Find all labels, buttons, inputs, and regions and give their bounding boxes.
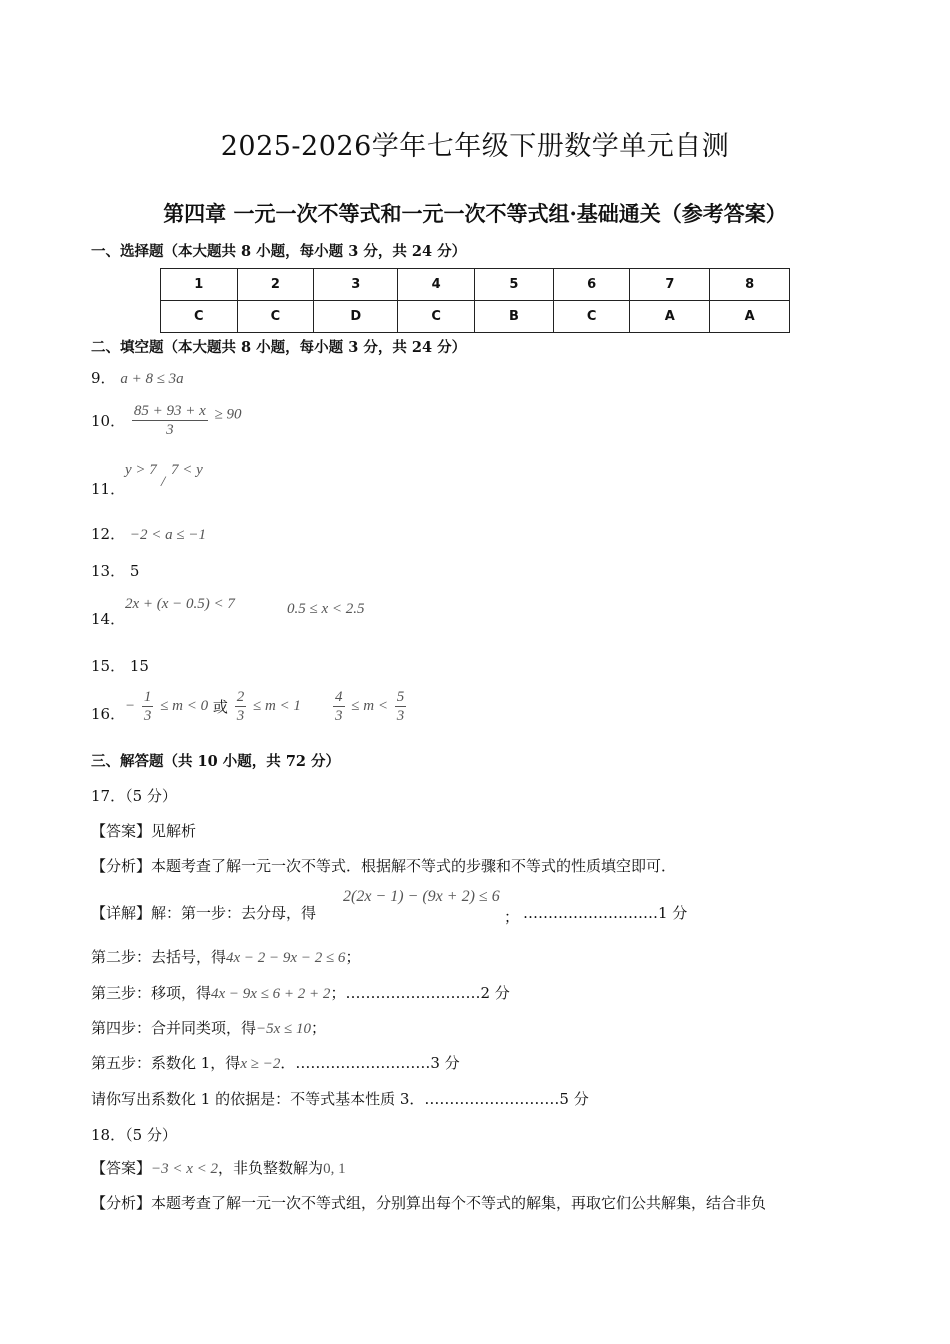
fraction-numerator: 85 + 93 + x — [133, 403, 206, 419]
fraction-denominator: 3 — [236, 708, 245, 724]
answer-cell: C — [237, 301, 314, 333]
question-number: 10． — [91, 412, 126, 430]
section-3-heading: 三、解答题（共 10 小题，共 72 分） — [91, 753, 341, 770]
answer-table-header-row — [161, 269, 790, 301]
question-number: 14． — [91, 610, 126, 628]
punctuation: ； — [330, 984, 346, 1002]
answer-cell: A — [630, 301, 710, 333]
math-expression: 2(2x − 1) − (9x + 2) ≤ 6 — [343, 888, 500, 905]
q17-analysis — [91, 855, 676, 876]
answer-label: 【答案】 — [91, 822, 152, 840]
fraction-numerator: 5 — [396, 689, 405, 705]
math-expression: 2x + (x − 0.5) < 7 — [125, 596, 235, 612]
fill-answer-15 — [91, 655, 149, 676]
math-expression: ≤ m < 0 — [160, 698, 209, 714]
math-expression: y > 7 — [125, 462, 157, 478]
q18-analysis — [91, 1192, 766, 1213]
answer-part-1 — [125, 688, 301, 725]
score-text: ………………………5 分 — [424, 1090, 589, 1108]
answer-table-answer-row — [161, 301, 790, 333]
score-text: ………………………1 分 — [523, 904, 688, 922]
q17-basis — [91, 1088, 589, 1109]
punctuation: ； — [311, 1019, 327, 1037]
answer-cell: B — [475, 301, 554, 333]
fraction-denominator: 3 — [396, 708, 405, 724]
answer-cell: A — [710, 301, 790, 333]
math-fraction — [142, 688, 154, 725]
separator: / — [161, 474, 166, 490]
analysis-label: 【分析】 — [91, 857, 152, 875]
q17-step-5 — [91, 1052, 460, 1073]
fraction-numerator: 2 — [236, 689, 245, 705]
question-number-cell: 7 — [630, 269, 710, 301]
math-expression: 0, 1 — [323, 1161, 346, 1177]
math-expression: ≤ m < 1 — [252, 698, 301, 714]
analysis-label: 【分析】 — [91, 1194, 152, 1212]
answer-part-2 — [331, 688, 408, 725]
page-subtitle: 第四章 一元一次不等式和一元一次不等式组·基础通关（参考答案） — [163, 201, 787, 226]
math-expression: a + 8 ≤ 3a — [120, 371, 184, 387]
q18-title: 18．（5 分） — [91, 1126, 177, 1144]
math-expression: 4x − 2 − 9x − 2 ≤ 6 — [226, 950, 346, 966]
step-text: 第四步：合并同类项，得 — [91, 1019, 257, 1037]
math-fraction — [333, 688, 345, 725]
math-expression: 4x − 9x ≤ 6 + 2 + 2 — [211, 986, 331, 1002]
question-number-cell: 3 — [314, 269, 398, 301]
question-number-cell: 8 — [710, 269, 790, 301]
math-expression: ≤ m < — [351, 698, 388, 714]
fraction-denominator: 3 — [143, 708, 152, 724]
math-expression: 7 < y — [171, 462, 203, 478]
answer-cell: C — [161, 301, 238, 333]
math-expression: 0.5 ≤ x < 2.5 — [287, 601, 365, 617]
analysis-text: 本题考查了解一元一次不等式组，分别算出每个不等式的解集，再取它们公共解集，结合非负 — [151, 1194, 767, 1212]
or-text: 或 — [212, 698, 228, 716]
fill-answer-13 — [91, 560, 139, 581]
math-expression: ≥ 90 — [214, 406, 242, 423]
score-text: ………………………2 分 — [345, 984, 510, 1002]
answer-text: ，非负整数解为 — [218, 1159, 324, 1177]
step-text: 第三步：移项，得 — [91, 984, 212, 1002]
math-expression: x ≥ −2 — [240, 1056, 281, 1072]
analysis-text: 本题考查了解一元一次不等式．根据解不等式的步骤和不等式的性质填空即可． — [151, 857, 677, 875]
fraction-denominator: 3 — [335, 708, 343, 724]
question-number: 13． — [91, 562, 126, 580]
question-number-cell: 1 — [161, 269, 238, 301]
question-number-cell: 5 — [475, 269, 554, 301]
question-number: 16． — [91, 705, 126, 723]
math-fraction — [235, 688, 247, 725]
answer-label: 【答案】 — [91, 1159, 152, 1177]
section-1-heading: 一、选择题（本大题共 8 小题，每小题 3 分，共 24 分） — [91, 243, 467, 260]
step-text: 解：第一步：去分母，得 — [151, 904, 317, 922]
basis-text: 请你写出系数化 1 的依据是：不等式基本性质 3． — [91, 1090, 425, 1108]
q17-step-2 — [91, 946, 360, 967]
fill-answer-9 — [91, 367, 184, 388]
punctuation: ； — [504, 908, 520, 926]
math-expression: −5x ≤ 10 — [256, 1021, 312, 1037]
question-number: 9． — [91, 369, 116, 387]
question-number: 12． — [91, 525, 126, 543]
question-number: 11． — [91, 480, 126, 498]
answer-cell: C — [553, 301, 630, 333]
page-title: 2025-2026学年七年级下册数学单元自测 — [220, 131, 730, 162]
question-number: 15． — [91, 657, 126, 675]
answer-value: 15 — [129, 657, 149, 675]
minus-sign: − — [125, 698, 136, 714]
q17-answer — [91, 820, 196, 841]
q17-step-4 — [91, 1017, 326, 1038]
fill-answer-12 — [91, 523, 206, 544]
punctuation: ． — [280, 1054, 296, 1072]
question-number-cell: 4 — [398, 269, 475, 301]
question-number-cell: 6 — [553, 269, 630, 301]
step-text: 第五步：系数化 1，得 — [91, 1054, 241, 1072]
fraction-denominator: 3 — [166, 422, 174, 438]
q17-title: 17．（5 分） — [91, 787, 177, 805]
q17-step-3 — [91, 982, 510, 1003]
fraction-numerator: 4 — [335, 689, 343, 705]
detail-label: 【详解】 — [91, 904, 152, 922]
fraction-numerator: 1 — [143, 689, 152, 705]
step-text: 第二步：去括号，得 — [91, 948, 227, 966]
answer-table — [160, 268, 790, 333]
fill-answer-10 — [91, 402, 242, 439]
math-expression: −3 < x < 2 — [151, 1161, 219, 1177]
answer-cell: C — [398, 301, 475, 333]
answer-value: 5 — [129, 562, 140, 580]
q18-answer — [91, 1157, 346, 1178]
answer-text: 见解析 — [151, 822, 197, 840]
punctuation: ； — [345, 948, 361, 966]
score-text: ………………………3 分 — [295, 1054, 460, 1072]
answer-cell: D — [314, 301, 398, 333]
math-fraction — [132, 402, 208, 439]
math-expression: −2 < a ≤ −1 — [129, 527, 206, 543]
math-fraction — [395, 688, 407, 725]
question-number-cell: 2 — [237, 269, 314, 301]
section-2-heading: 二、填空题（本大题共 8 小题，每小题 3 分，共 24 分） — [91, 339, 467, 356]
